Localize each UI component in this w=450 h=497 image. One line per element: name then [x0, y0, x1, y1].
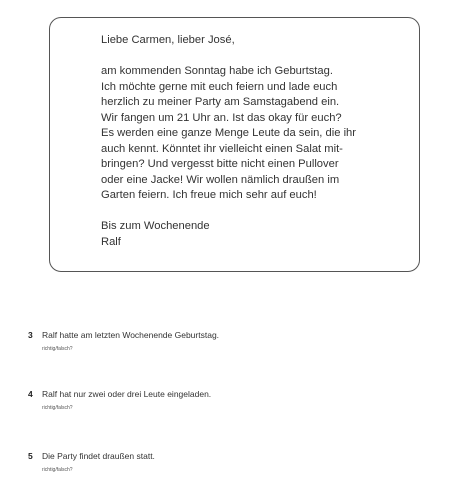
letter-body-line: oder eine Jacke! Wir wollen nämlich draußen im [101, 173, 340, 186]
question-text: Ralf hat nur zwei oder drei Leute eingeladen. [42, 389, 212, 399]
question-answer-options[interactable]: richtig/falsch? [42, 467, 73, 473]
question-text: Ralf hatte am letzten Wochenende Geburtstag. [42, 330, 220, 340]
question-row [28, 325, 428, 343]
letter-body-line: bringen? Und vergesst bitte nicht einen Pullover [101, 158, 339, 170]
question-row [28, 446, 428, 464]
letter-text [101, 33, 401, 250]
letter-body-line: herzlich zu meiner Party am Samstagabend ein. [101, 96, 340, 108]
question-answer-options[interactable]: richtig/falsch? [42, 346, 73, 352]
letter-closing: Bis zum Wochenende [101, 220, 210, 232]
question-item [28, 384, 428, 411]
letter-greeting: Liebe Carmen, lieber José, [101, 34, 235, 46]
letter-signature: Ralf [101, 235, 121, 248]
question-row [28, 384, 428, 402]
letter-body-line: Ich möchte gerne mit euch feiern und lade euch [101, 80, 338, 93]
question-number: 3 [28, 330, 33, 340]
question-answer-options[interactable]: richtig/falsch? [42, 405, 73, 411]
letter-box [49, 17, 420, 272]
question-number: 5 [28, 451, 33, 461]
question-number: 4 [28, 389, 33, 399]
letter-body-line: am kommenden Sonntag habe ich Geburtstag. [101, 65, 333, 77]
letter-body-line: Wir fangen um 21 Uhr an. Ist das okay für euch? [101, 111, 342, 124]
letter-signoff [101, 219, 401, 250]
letter-body-line: Garten feiern. Ich freue mich sehr auf euch! [101, 189, 317, 201]
letter-body [101, 64, 401, 204]
letter-body-line: auch kennt. Könntet ihr vielleicht einen Salat mit- [101, 142, 343, 155]
letter-body-line: Es werden eine ganze Menge Leute da sein, die ihr [101, 127, 356, 139]
question-item [28, 446, 428, 473]
question-item [28, 325, 428, 352]
question-text: Die Party findet draußen statt. [42, 451, 155, 461]
